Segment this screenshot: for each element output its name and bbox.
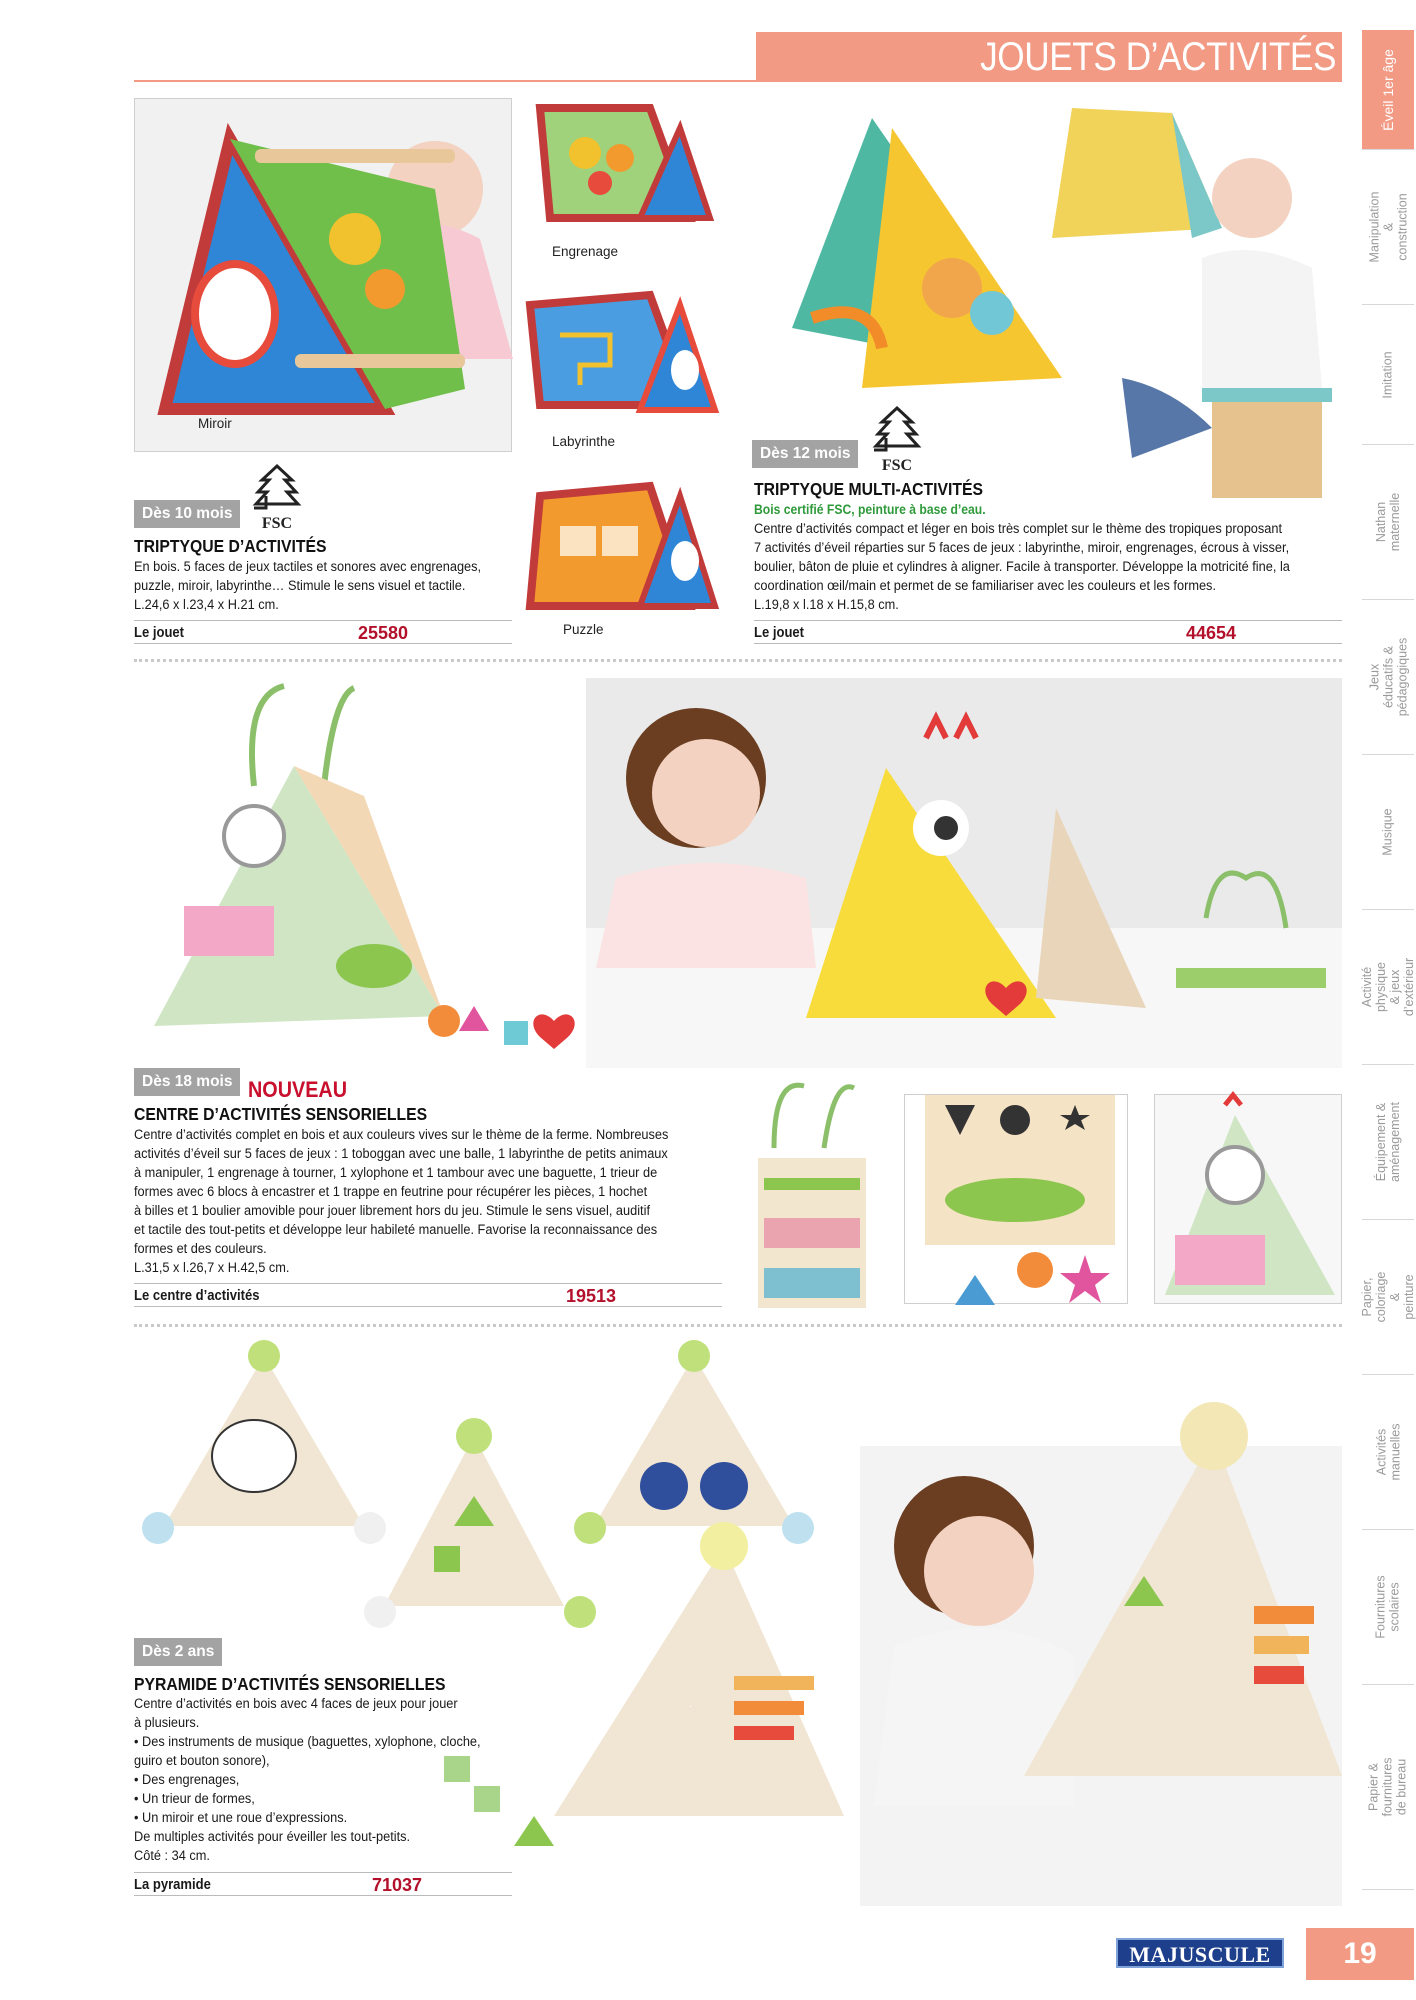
price-label: Le jouet: [754, 625, 805, 641]
centre-activites-photo: [134, 676, 584, 1066]
sidebar-tab-papier-coloriage[interactable]: Papier, coloriage & peinture: [1362, 1220, 1414, 1375]
centre-side-photo-3: [1154, 1094, 1342, 1304]
svg-text:FSC: FSC: [881, 457, 913, 474]
product-title: TRIPTYQUE MULTI-ACTIVITÉS: [754, 479, 983, 499]
triptyque-main-photo: [134, 98, 512, 452]
sidebar-tab-musique[interactable]: Musique: [1362, 755, 1414, 910]
sidebar-tab-imitation[interactable]: Imitation: [1362, 305, 1414, 445]
triptyque-photo-labyrinthe: [520, 285, 720, 425]
sidebar-tab-eveil[interactable]: Éveil 1er âge: [1362, 30, 1414, 150]
sidebar-tab-papier-bureau[interactable]: Papier & fournitures de bureau: [1362, 1685, 1414, 1890]
price-row: [134, 1872, 512, 1896]
price-label: Le centre d’activités: [134, 1288, 260, 1304]
caption-engrenage: Engrenage: [552, 244, 619, 259]
product-title: CENTRE D’ACTIVITÉS SENSORIELLES: [134, 1104, 428, 1124]
centre-side-photo-1: [744, 1078, 880, 1310]
section-divider: [134, 659, 1342, 662]
sidebar-tab-activites-manuelles[interactable]: Activités manuelles: [1362, 1375, 1414, 1530]
caption-puzzle: Puzzle: [563, 622, 604, 637]
price-label: La pyramide: [134, 1877, 211, 1893]
sidebar-tab-jeux-educatifs[interactable]: Jeux éducatifs & pédagogiques: [1362, 600, 1414, 755]
page-number: 19: [1306, 1928, 1414, 1980]
product-reference[interactable]: 71037: [372, 1875, 423, 1895]
product-description: Centre d’activités en bois avec 4 faces de jeux pour jouer à plusieurs. • Des instruments de musique (baguettes, xylophone, cloche, guiro et bouton sonore), • Des engrenages, • Un trieur de formes, • Un miroir et une roue d’expressions. De multiples activités pour éveiller les tout-petits. Côté : 34 cm.: [134, 1696, 481, 1864]
product-subtitle: Bois certifié FSC, peinture à base d’eau.: [754, 502, 986, 517]
centre-activites-lifestyle-photo: [586, 678, 1342, 1068]
fsc-logo-icon: [248, 462, 306, 532]
page-title: JOUETS D’ACTIVITÉS: [980, 35, 1336, 79]
product-description: En bois. 5 faces de jeux tactiles et sonores avec engrenages, puzzle, miroir, labyrinthe… Stimule le sens visuel et tactile. L.24,6 x l.23,4 x H.21 cm.: [134, 559, 482, 613]
price-row: [134, 1283, 722, 1307]
product-title: TRIPTYQUE D’ACTIVITÉS: [134, 536, 327, 556]
product-description: Centre d’activités complet en bois et aux couleurs vives sur le thème de la ferme. Nombreuses activités d’éveil sur 5 faces de jeux : 1 toboggan avec une balle, 1 labyrinthe de petits animaux à manipuler, 1 engrenage à tourner, 1 xylophone et 1 tambour avec une baguette, 1 trieur de formes avec 6 blocs à encastrer et 1 trappe en feutrine pour récupérer les pièces, 1 hochet à billes et 1 boulier amovible pour jouer librement hors du jeu. Stimule le sens visuel, auditif et tactile des tout-petits et développe leur habileté manuelle. Favorise la reconnaissance des formes et des couleurs. L.31,5 x l.26,7 x H.42,5 cm.: [134, 1127, 669, 1276]
sidebar-tab-fournitures-scolaires[interactable]: Fournitures scolaires: [1362, 1530, 1414, 1685]
title-underline: [134, 80, 1342, 82]
age-badge: Dès 10 mois: [134, 500, 240, 528]
triptyque-photo-engrenage: [530, 98, 716, 238]
age-badge: Dès 2 ans: [134, 1638, 222, 1666]
price-row: [134, 620, 512, 644]
product-reference[interactable]: 44654: [1186, 623, 1237, 643]
product-reference[interactable]: 19513: [566, 1286, 617, 1306]
caption-labyrinthe: Labyrinthe: [552, 434, 616, 449]
age-badge: Dès 18 mois: [134, 1068, 240, 1096]
section-divider: [134, 1324, 1342, 1327]
triptyque-photo-puzzle: [520, 476, 720, 624]
sidebar-tab-manipulation[interactable]: Manipulation & construction: [1362, 150, 1414, 305]
nouveau-badge: NOUVEAU: [248, 1077, 348, 1102]
category-sidebar: [1362, 30, 1414, 1890]
caption-miroir: Miroir: [198, 416, 232, 431]
centre-side-photo-2: [904, 1094, 1128, 1304]
sidebar-tab-equipement[interactable]: Équipement & aménagement: [1362, 1065, 1414, 1220]
sidebar-tab-activite-physique[interactable]: Activité physique & jeux d’extérieur: [1362, 910, 1414, 1065]
product-description: Centre d’activités compact et léger en bois très complet sur le thème des tropiques proposant 7 activités d’éveil réparties sur 5 faces de jeux : labyrinthe, miroir, engrenages, écrous à visser, boulier, bâton de pluie et cylindres à aligner. Facile à transporter. Développe la motricité fine, la coordination œil/main et permet de se familiariser avec les couleurs et les formes. L.19,8 x l.18 x H.15,8 cm.: [754, 521, 1290, 613]
price-label: Le jouet: [134, 625, 185, 641]
sidebar-tab-nathan[interactable]: Nathan maternelle: [1362, 445, 1414, 600]
product-reference[interactable]: 25580: [358, 623, 409, 643]
brand-logo: MAJUSCULE: [1116, 1938, 1284, 1968]
age-badge: Dès 12 mois: [752, 440, 858, 468]
price-row: [754, 620, 1342, 644]
svg-text:FSC: FSC: [261, 515, 293, 532]
fsc-logo-icon: [868, 404, 926, 474]
product-title: PYRAMIDE D’ACTIVITÉS SENSORIELLES: [134, 1674, 446, 1694]
